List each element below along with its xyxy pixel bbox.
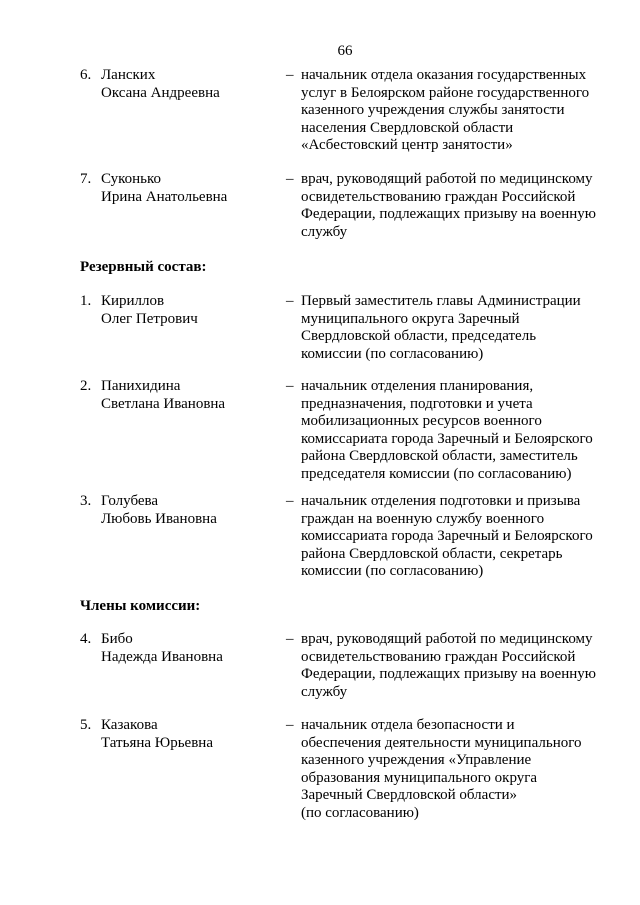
description-line: начальник отдела безопасности и xyxy=(301,717,515,733)
given-names: Ирина Анатольевна xyxy=(101,188,228,205)
description-line: начальник отделения планирования, xyxy=(301,378,534,394)
description-line: председателя комиссии (по согласованию) xyxy=(301,465,572,482)
description-line: района Свердловской области, секретарь xyxy=(301,545,563,562)
person-name xyxy=(101,493,281,528)
description-line: (по согласованию) xyxy=(301,804,419,821)
surname: Голубева xyxy=(101,493,159,509)
given-names: Татьяна Юрьевна xyxy=(101,734,213,751)
description-line: комиссии (по согласованию) xyxy=(301,345,484,362)
position-description xyxy=(301,67,611,155)
surname: Суконько xyxy=(101,171,162,187)
section-heading-reserve: Резервный состав: xyxy=(80,259,207,275)
description-line: населения Свердловской области xyxy=(301,119,514,136)
description-line: обеспечения деятельности муниципального xyxy=(301,734,582,751)
position-description xyxy=(301,493,611,581)
person-name xyxy=(101,717,281,752)
dash: – xyxy=(286,67,294,83)
description-line: Федерации, подлежащих призыву на военную xyxy=(301,206,596,222)
dash: – xyxy=(286,631,294,647)
surname: Кириллов xyxy=(101,293,165,309)
description-line: комиссариата города Заречный и Белоярского xyxy=(301,528,593,544)
description-line: Заречный Свердловской области» xyxy=(301,787,518,803)
description-line: казенного учреждения «Управление xyxy=(301,752,532,768)
description-line: услуг в Белоярском районе государственного xyxy=(301,84,590,101)
description-line: врач, руководящий работой по медицинскому xyxy=(301,631,593,647)
item-number: 3. xyxy=(80,493,92,509)
given-names: Олег Петрович xyxy=(101,310,198,327)
person-name xyxy=(101,67,281,102)
item-number: 6. xyxy=(80,67,92,83)
description-line: начальник отдела оказания государственных xyxy=(301,67,587,83)
description-line: начальник отделения подготовки и призыва xyxy=(301,493,581,509)
person-name xyxy=(101,631,281,666)
item-number: 2. xyxy=(80,378,92,394)
description-line: образования муниципального округа xyxy=(301,769,538,786)
position-description xyxy=(301,717,611,822)
description-line: района Свердловской области, заместитель xyxy=(301,448,578,464)
dash: – xyxy=(286,293,294,309)
description-line: комиссии (по согласованию) xyxy=(301,563,484,579)
surname: Ланских xyxy=(101,67,156,83)
description-line: освидетельствованию граждан Российской xyxy=(301,648,576,665)
description-line: предназначения, подготовки и учета xyxy=(301,395,533,412)
given-names: Оксана Андреевна xyxy=(101,84,220,101)
description-line: «Асбестовский центр занятости» xyxy=(301,137,513,153)
dash: – xyxy=(286,171,294,187)
person-name xyxy=(101,171,281,206)
dash: – xyxy=(286,493,294,509)
given-names: Надежда Ивановна xyxy=(101,648,223,665)
description-line: граждан на военную службу военного xyxy=(301,510,545,527)
item-number: 1. xyxy=(80,293,92,309)
item-number: 7. xyxy=(80,171,92,187)
person-name xyxy=(101,378,281,413)
dash: – xyxy=(286,378,294,394)
position-description xyxy=(301,631,611,701)
position-description xyxy=(301,378,611,483)
surname: Бибо xyxy=(101,631,133,647)
description-line: казенного учреждения службы занятости xyxy=(301,102,565,118)
item-number: 4. xyxy=(80,631,92,647)
description-line: Первый заместитель главы Администрации xyxy=(301,293,581,309)
dash: – xyxy=(286,717,294,733)
description-line: освидетельствованию граждан Российской xyxy=(301,188,576,205)
given-names: Светлана Ивановна xyxy=(101,395,226,412)
description-line: службу xyxy=(301,223,348,240)
given-names: Любовь Ивановна xyxy=(101,510,217,527)
surname: Панихидина xyxy=(101,378,181,394)
page-number: 66 xyxy=(337,43,353,59)
description-line: Свердловской области, председатель xyxy=(301,328,537,344)
description-line: муниципального округа Заречный xyxy=(301,310,520,327)
surname: Казакова xyxy=(101,717,158,733)
description-line: Федерации, подлежащих призыву на военную xyxy=(301,666,596,682)
person-name xyxy=(101,293,281,328)
description-line: врач, руководящий работой по медицинскому xyxy=(301,171,593,187)
position-description xyxy=(301,171,611,241)
description-line: комиссариата города Заречный и Белоярского xyxy=(301,430,593,447)
description-line: мобилизационных ресурсов военного xyxy=(301,413,542,429)
position-description xyxy=(301,293,611,363)
item-number: 5. xyxy=(80,717,92,733)
description-line: службу xyxy=(301,683,348,700)
section-heading-members: Члены комиссии: xyxy=(80,598,201,614)
